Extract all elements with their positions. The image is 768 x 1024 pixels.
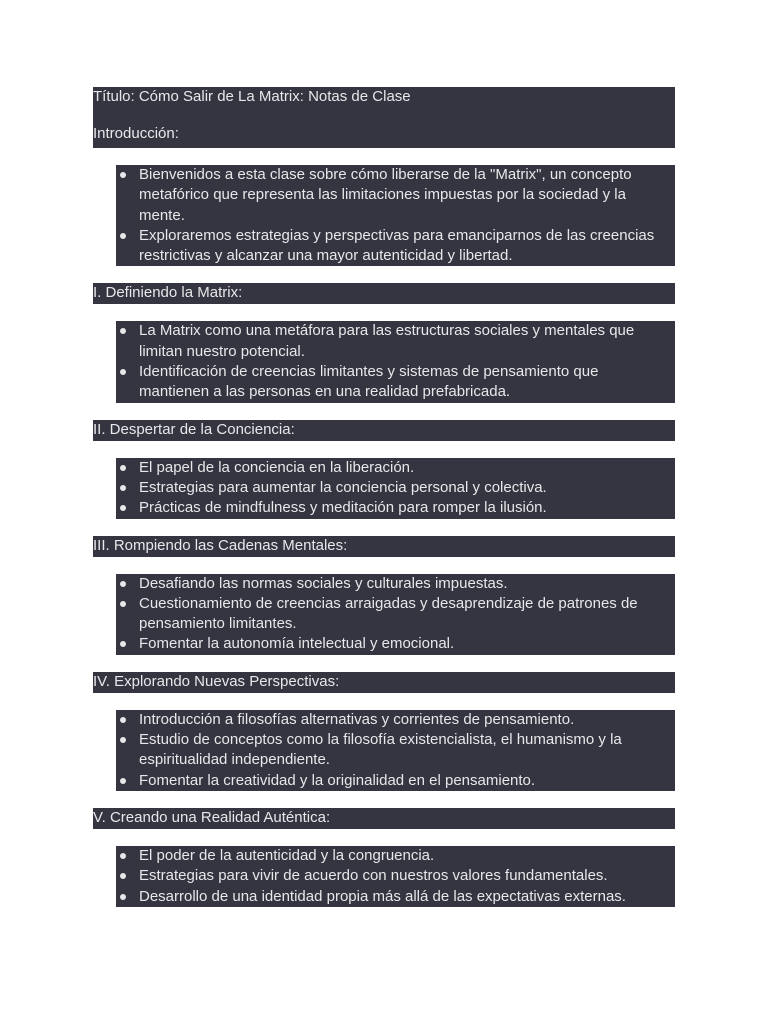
- section-list: [116, 321, 675, 402]
- title-block: [93, 87, 675, 148]
- section-heading: V. Creando una Realidad Auténtica:: [93, 808, 675, 829]
- list-item: Cuestionamiento de creencias arraigadas y desaprendizaje de patrones de pensamiento limitantes.: [139, 594, 669, 635]
- section-heading: IV. Explorando Nuevas Perspectivas:: [93, 672, 675, 693]
- list-item: Desarrollo de una identidad propia más allá de las expectativas externas.: [139, 887, 669, 907]
- intro-heading: Introducción:: [93, 125, 179, 142]
- section-list: [116, 458, 675, 519]
- document-page: [93, 87, 675, 907]
- bullet-icon: [120, 778, 126, 784]
- section-list: [116, 574, 675, 655]
- bullet-icon: [120, 369, 126, 375]
- list-item: La Matrix como una metáfora para las estructuras sociales y mentales que limitan nuestro potencial.: [139, 321, 669, 362]
- bullet-icon: [120, 873, 126, 879]
- list-item: Fomentar la autonomía intelectual y emocional.: [139, 634, 669, 654]
- bullet-icon: [120, 894, 126, 900]
- bullet-icon: [120, 172, 126, 178]
- section-heading: I. Definiendo la Matrix:: [93, 283, 675, 304]
- list-item: El poder de la autenticidad y la congruencia.: [139, 846, 669, 866]
- bullet-icon: [120, 737, 126, 743]
- bullet-icon: [120, 328, 126, 334]
- list-item: Introducción a filosofías alternativas y corrientes de pensamiento.: [139, 710, 669, 730]
- bullet-icon: [120, 485, 126, 491]
- list-item: Estrategias para aumentar la conciencia personal y colectiva.: [139, 478, 669, 498]
- list-item: Prácticas de mindfulness y meditación para romper la ilusión.: [139, 498, 669, 518]
- bullet-icon: [120, 465, 126, 471]
- list-item: Identificación de creencias limitantes y sistemas de pensamiento que mantienen a las personas en una realidad prefabricada.: [139, 362, 669, 403]
- bullet-icon: [120, 717, 126, 723]
- list-item: Exploraremos estrategias y perspectivas para emanciparnos de las creencias restrictivas y alcanzar una mayor autenticidad y libertad.: [139, 226, 669, 267]
- section-heading: II. Despertar de la Conciencia:: [93, 420, 675, 441]
- bullet-icon: [120, 505, 126, 511]
- list-item: Estudio de conceptos como la filosofía existencialista, el humanismo y la espiritualidad independiente.: [139, 730, 669, 771]
- bullet-icon: [120, 853, 126, 859]
- page-title: Título: Cómo Salir de La Matrix: Notas de Clase: [93, 88, 411, 105]
- list-item: Desafiando las normas sociales y culturales impuestas.: [139, 574, 669, 594]
- intro-list: [116, 165, 675, 266]
- section-list: [116, 846, 675, 907]
- bullet-icon: [120, 601, 126, 607]
- bullet-icon: [120, 581, 126, 587]
- section-list: [116, 710, 675, 791]
- section-heading: III. Rompiendo las Cadenas Mentales:: [93, 536, 675, 557]
- list-item: El papel de la conciencia en la liberación.: [139, 458, 669, 478]
- list-item: Bienvenidos a esta clase sobre cómo liberarse de la "Matrix", un concepto metafórico que representa las limitaciones impuestas por la sociedad y la mente.: [139, 165, 669, 226]
- list-item: Fomentar la creatividad y la originalidad en el pensamiento.: [139, 771, 669, 791]
- list-item: Estrategias para vivir de acuerdo con nuestros valores fundamentales.: [139, 866, 669, 886]
- bullet-icon: [120, 233, 126, 239]
- bullet-icon: [120, 641, 126, 647]
